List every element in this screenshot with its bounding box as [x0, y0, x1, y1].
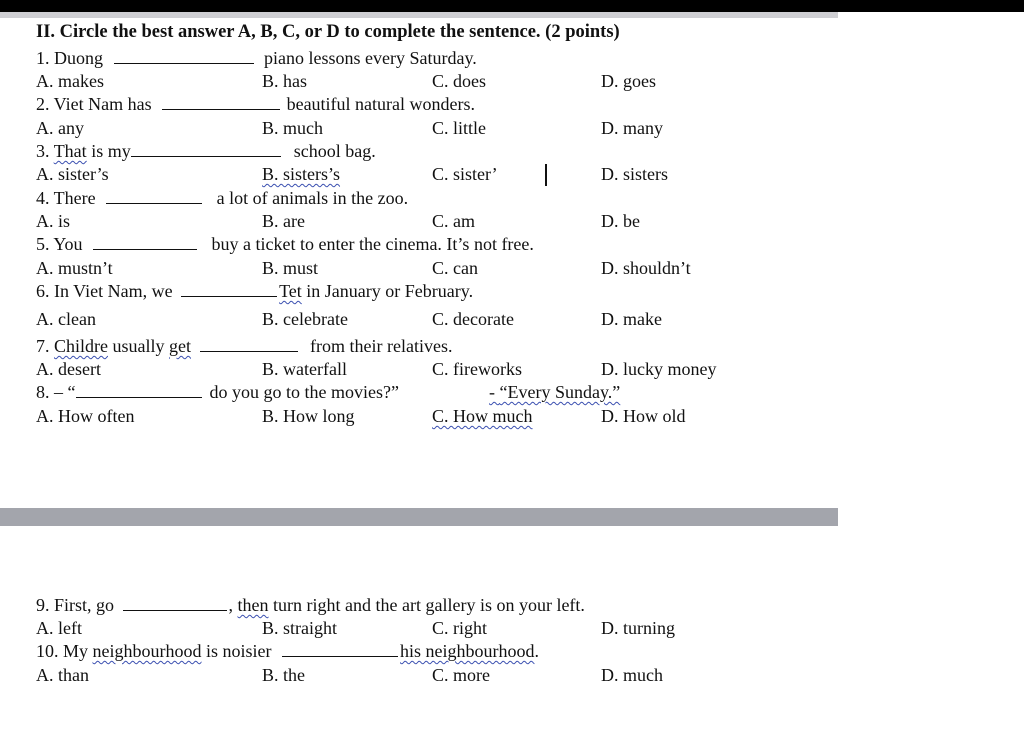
option-d[interactable]: D. much	[601, 665, 663, 685]
option-a[interactable]: A. than	[36, 665, 89, 685]
option-c[interactable]: C. am	[432, 211, 475, 231]
section-title: II. Circle the best answer A, B, C, or D to complete the sentence. (2 points)	[36, 22, 620, 42]
question-4: 4. There a lot of animals in the zoo.	[36, 188, 409, 208]
question-7: 7. Childre usually get from their relatives.	[36, 336, 453, 356]
option-c[interactable]: C. little	[432, 118, 486, 138]
option-c[interactable]: C. How much	[432, 406, 533, 426]
option-a[interactable]: A. is	[36, 211, 71, 231]
answer-blank[interactable]	[282, 642, 398, 657]
option-b[interactable]: B. has	[262, 71, 307, 91]
option-d[interactable]: D. turning	[601, 618, 675, 638]
right-blank-strip	[838, 12, 1024, 18]
question-5: 5. You buy a ticket to enter the cinema. It’s not free.	[36, 234, 534, 254]
option-d[interactable]: D. goes	[601, 71, 656, 91]
option-c[interactable]: C. decorate	[432, 309, 514, 329]
option-a[interactable]: A. mustn’t	[36, 258, 113, 278]
option-c[interactable]: C. more	[432, 665, 490, 685]
option-d[interactable]: D. be	[601, 211, 640, 231]
question-8: 8. – “ do you go to the movies?”	[36, 382, 399, 402]
option-a[interactable]: A. sister’s	[36, 164, 109, 184]
answer-8: - “Every Sunday.”	[489, 382, 621, 402]
option-c[interactable]: C. does	[432, 71, 486, 91]
question-6: 6. In Viet Nam, we Tet in January or February.	[36, 281, 474, 301]
answer-blank[interactable]	[131, 142, 281, 157]
page-separator	[0, 508, 838, 526]
option-b[interactable]: B. waterfall	[262, 359, 347, 379]
option-b[interactable]: B. sisters’s	[262, 164, 341, 184]
option-d[interactable]: D. make	[601, 309, 662, 329]
option-b[interactable]: B. straight	[262, 618, 337, 638]
option-d[interactable]: D. shouldn’t	[601, 258, 691, 278]
option-d[interactable]: D. lucky money	[601, 359, 717, 379]
question-10: 10. My neighbourhood is noisier his neighbourhood.	[36, 641, 539, 661]
option-d[interactable]: D. sisters	[601, 164, 668, 184]
top-grey-strip	[0, 12, 838, 18]
top-dark-bar	[0, 0, 1024, 12]
option-c[interactable]: C. right	[432, 618, 488, 638]
answer-blank[interactable]	[93, 235, 197, 250]
option-c[interactable]: C. can	[432, 258, 478, 278]
question-9: 9. First, go , then turn right and the art gallery is on your left.	[36, 595, 585, 615]
text-cursor	[545, 164, 547, 186]
option-c[interactable]: C. sister’	[432, 164, 498, 184]
option-b[interactable]: B. much	[262, 118, 323, 138]
option-a[interactable]: A. clean	[36, 309, 96, 329]
question-3: 3. That is my school bag.	[36, 141, 376, 161]
option-b[interactable]: B. must	[262, 258, 319, 278]
option-a[interactable]: A. any	[36, 118, 84, 138]
answer-blank[interactable]	[162, 95, 280, 110]
answer-blank[interactable]	[181, 282, 277, 297]
answer-blank[interactable]	[114, 49, 254, 64]
answer-blank[interactable]	[200, 337, 298, 352]
option-c[interactable]: C. fireworks	[432, 359, 522, 379]
question-2: 2. Viet Nam has beautiful natural wonders.	[36, 94, 476, 114]
answer-blank[interactable]	[123, 596, 227, 611]
answer-blank[interactable]	[76, 383, 202, 398]
question-1: 1. Duong piano lessons every Saturday.	[36, 48, 477, 68]
option-d[interactable]: D. many	[601, 118, 663, 138]
option-a[interactable]: A. How often	[36, 406, 135, 426]
option-b[interactable]: B. the	[262, 665, 305, 685]
option-b[interactable]: B. How long	[262, 406, 355, 426]
option-d[interactable]: D. How old	[601, 406, 686, 426]
option-a[interactable]: A. desert	[36, 359, 101, 379]
answer-blank[interactable]	[106, 189, 202, 204]
option-a[interactable]: A. left	[36, 618, 82, 638]
option-b[interactable]: B. celebrate	[262, 309, 348, 329]
option-a[interactable]: A. makes	[36, 71, 104, 91]
option-b[interactable]: B. are	[262, 211, 305, 231]
